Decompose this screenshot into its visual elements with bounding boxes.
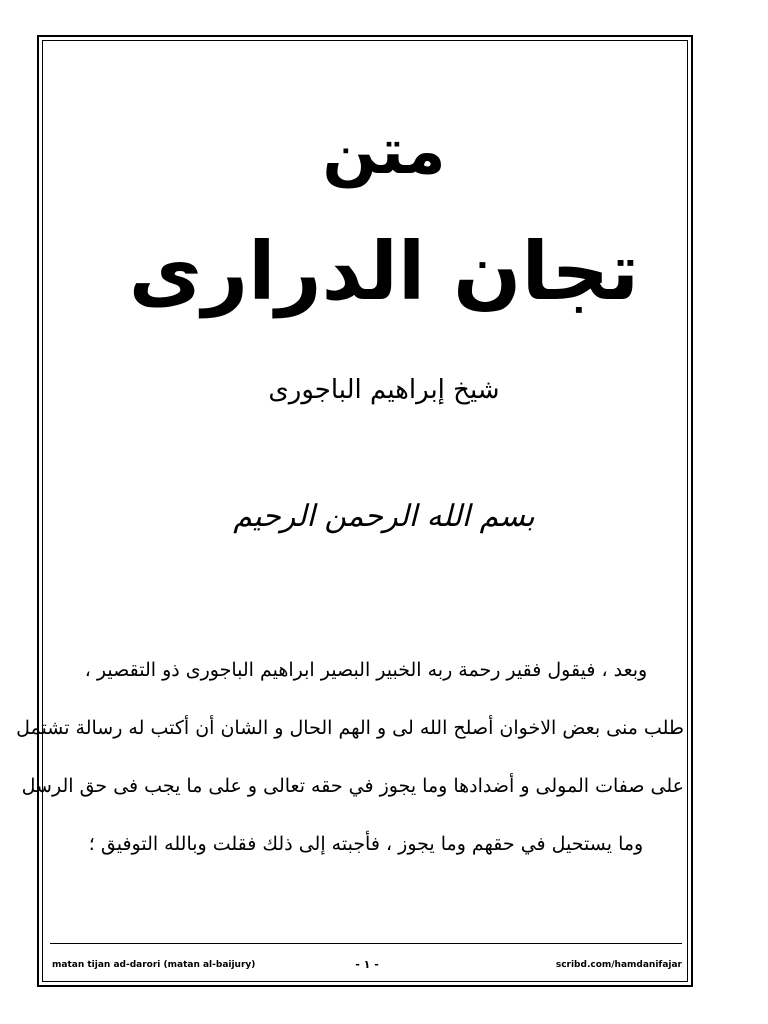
- author-name: شيخ إبراهيم الباجورى: [268, 375, 500, 405]
- paragraph-line: وما يستحيل في حقهم وما يجوز ، فأجبته إلى ذلك فقلت وبالله التوفيق ؛: [88, 833, 644, 855]
- page-number: - ١ -: [355, 958, 379, 971]
- page-footer: [52, 956, 682, 974]
- intro-paragraph: [16, 648, 684, 880]
- paragraph-line: طلب منى بعض الاخوان أصلح الله لى و الهم الحال و الشان أن أكتب له رسالة تشتمل: [16, 717, 684, 739]
- paragraph-line: على صفات المولى و أضدادها وما يجوز في حقه تعالى و على ما يجب فى حق الرسل: [21, 775, 684, 797]
- basmala-calligraphy: بسم الله الرحمن الرحيم: [233, 499, 535, 534]
- footer-divider: [50, 943, 682, 944]
- footer-book-title: matan tijan ad-darori (matan al-baijury): [52, 960, 256, 970]
- paragraph-line: وبعد ، فيقول فقير رحمة ربه الخبير البصير ابراهيم الباجورى ذو التقصير ،: [84, 659, 648, 681]
- title-line-2: تجان الدرارى: [128, 225, 640, 318]
- footer-source: scribd.com/hamdanifajar: [555, 960, 682, 970]
- title-line-1: متن: [322, 115, 446, 189]
